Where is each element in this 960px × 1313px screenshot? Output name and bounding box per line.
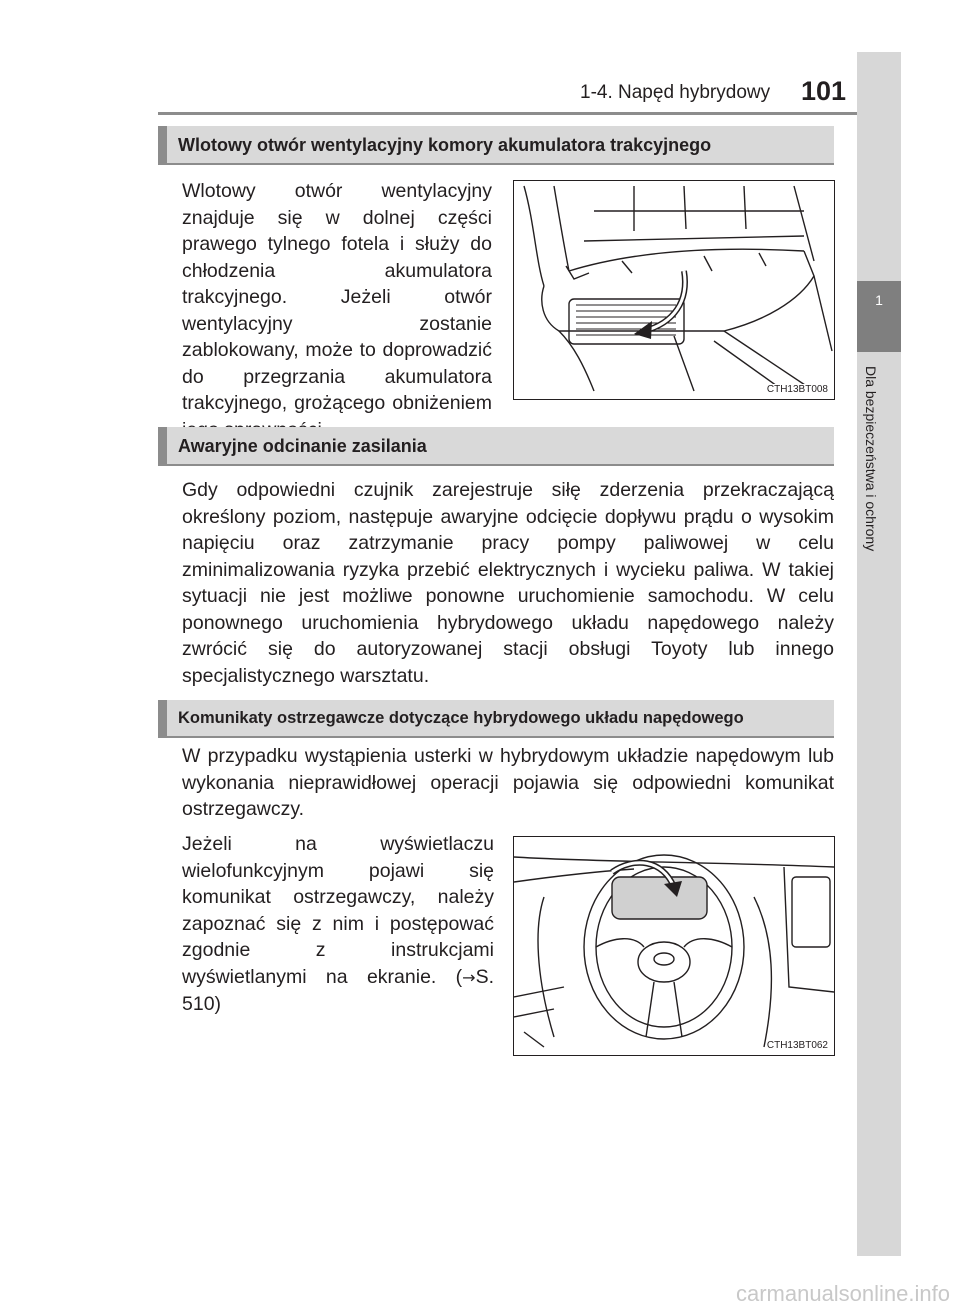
ventilation-paragraph: Wlotowy otwór wentylacyjny znajduje się w dolnej części prawego tylnego fotela i służy do chłodzenia akumulatora trakcyjnego. Jeżeli otwór wentylacyjny zostanie zablokowany, może to doprowadzić do przegrzania akumulatora trakcyjnego, grożącego obniżeniem: [182, 180, 492, 414]
chapter-title: 1-4. Napęd hybrydowy: [580, 82, 771, 103]
section-heading-emergency-shutoff: [158, 427, 834, 466]
rear-seat-illustration: [514, 181, 834, 399]
sidetab: [857, 52, 901, 1256]
emergency-shutoff-paragraph: Gdy odpowiedni czujnik zarejestruje siłę zderzenia przekraczającą określony poziom, następuje awaryjne odcięcie dopływu prądu o wysokim napięciu oraz zatrzymanie pracy pompy paliwowej w celu zminimalizowania ryzyka przebić elektrycznych i wycieku paliwa. W takiej sytuacji nie jest możliwe ponowne uruchomienie samochodu. W celu ponownego uruchomienia hybrydowego układu napędowego należy zwrócić się do autoryzowanej stacji obsługi Toyoty lub innego specjalistycznego warsztatu.: [182, 479, 834, 687]
page-number: 101: [801, 76, 847, 106]
sidetab-label: Dla bezpieczeństwa i ochrony: [863, 366, 879, 552]
warning-messages-paragraph: W przypadku wystąpienia usterki w hybrydowym układzie napędowym lub wykonania nieprawidłowej operacji pojawia się odpowiedni komunikat ostrzegawczy.: [182, 745, 834, 820]
figure-code: CTH13BT008: [766, 384, 828, 395]
steering-wheel-illustration: [514, 837, 834, 1055]
header-rule: [158, 112, 858, 115]
section-heading-warning-messages: [158, 700, 834, 738]
section-heading-title: Komunikaty ostrzegawcze dotyczące hybrydowego układu napędowego: [178, 709, 744, 727]
reference-arrow-icon: →: [462, 967, 476, 987]
multi-display-paragraph: [182, 831, 494, 1018]
section-heading-bar: [158, 427, 167, 464]
figure-steering-wheel-display: [513, 836, 835, 1056]
page-reference[interactable]: S. 510): [182, 965, 494, 1015]
multi-display-text: Jeżeli na wyświetlaczu wielofunkcyjnym pojawi się komunikat ostrzegawczy, należy zapoznać się z nim i postępować zgodnie z instrukcjami wyświetlanymi na ekranie. (: [182, 833, 494, 988]
footer-watermark: carmanualsonline.info: [735, 1281, 950, 1306]
section-heading-ventilation: [158, 126, 834, 165]
section-heading-title: Awaryjne odcinanie zasilania: [178, 436, 427, 456]
sidetab-number: 1: [875, 292, 883, 308]
figure-code: CTH13BT062: [766, 1040, 828, 1051]
section-heading-bar: [158, 126, 167, 163]
section-heading-bar: [158, 700, 167, 736]
section-heading-title: Wlotowy otwór wentylacyjny komory akumulatora trakcyjnego: [178, 135, 712, 155]
figure-rear-seat-vent: [513, 180, 835, 400]
